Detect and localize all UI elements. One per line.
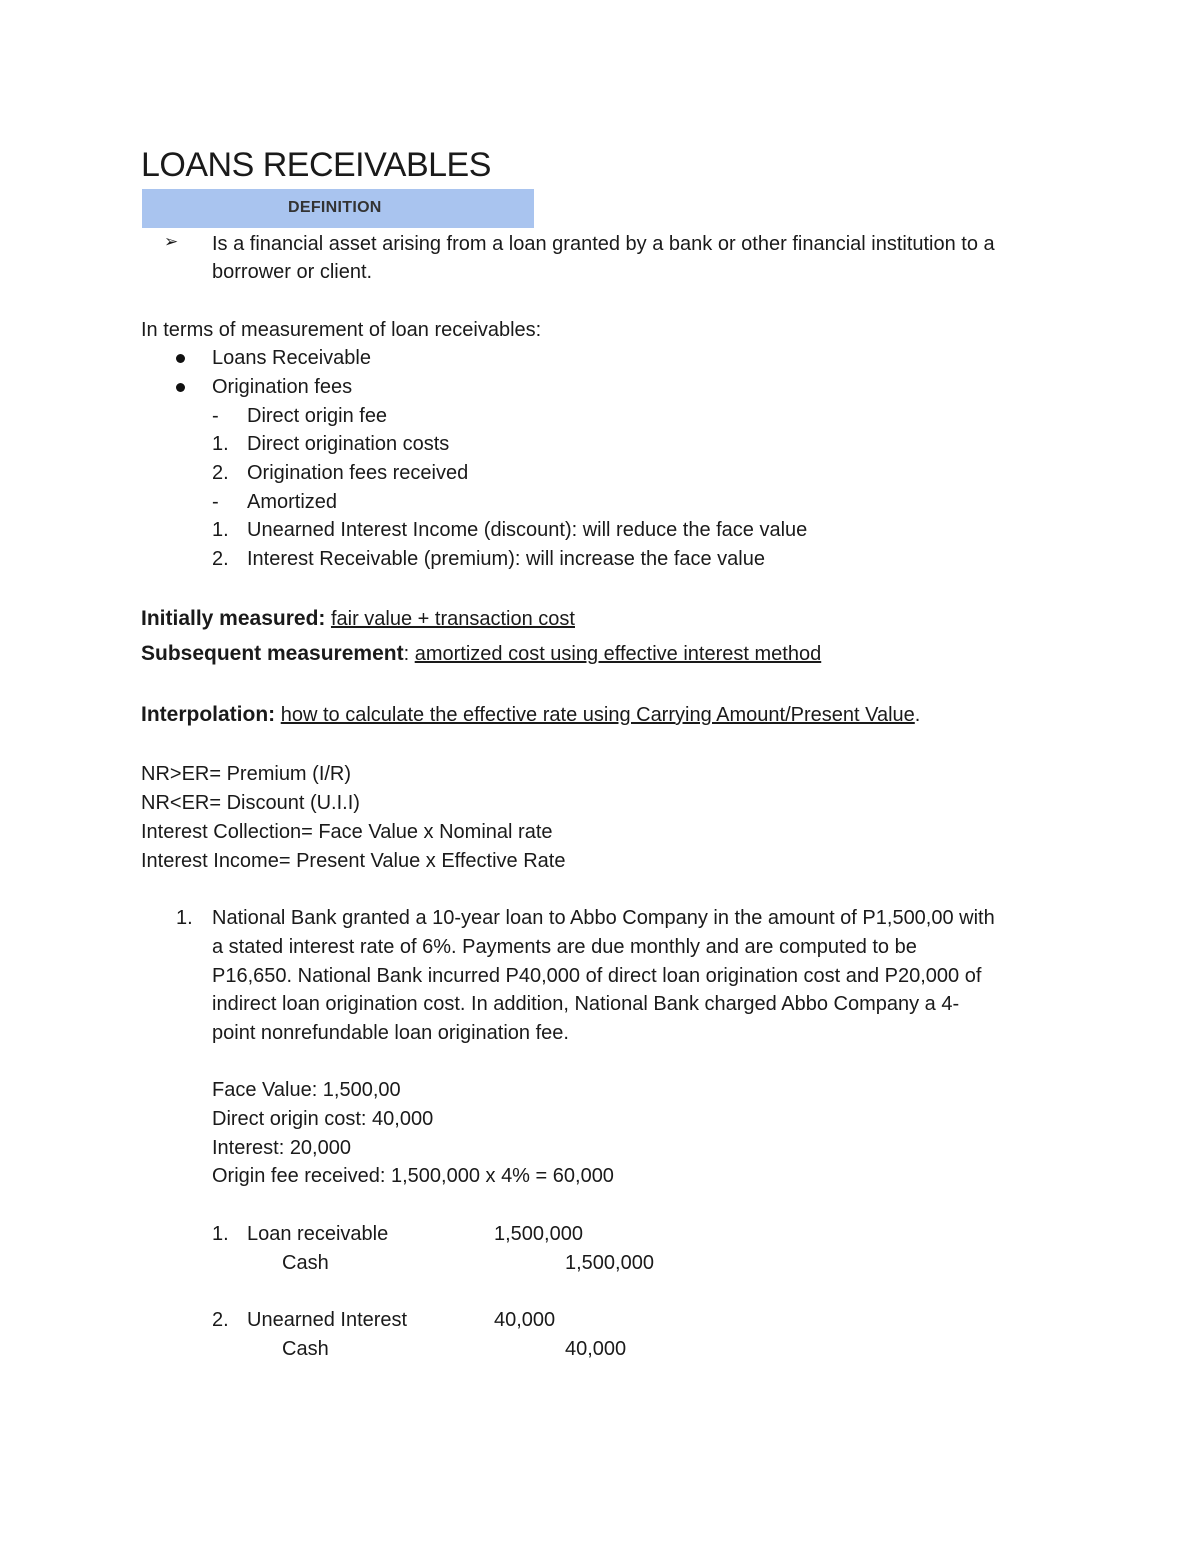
formula-line: NR>ER= Premium (I/R)	[141, 763, 352, 785]
subsequent-measurement-label: Subsequent measurement	[141, 642, 404, 665]
subsequent-measurement-line	[141, 640, 821, 668]
problem-text-line: indirect loan origination cost. In addition, National Bank charged Abbo Company a 4-	[212, 993, 960, 1015]
sub-item-text: Interest Receivable (premium): will increase the face value	[247, 548, 765, 570]
problem-text-line: National Bank granted a 10-year loan to Abbo Company in the amount of P1,500,00 with	[212, 907, 995, 929]
initially-measured-line	[141, 605, 575, 633]
entry-credit-amount: 40,000	[565, 1338, 627, 1360]
sub-item-marker: 2.	[212, 462, 229, 484]
bullet-item: Origination fees	[212, 376, 353, 398]
sub-item-marker: -	[212, 405, 219, 427]
entry-debit-account: Unearned Interest	[247, 1309, 408, 1331]
given-line: Direct origin cost: 40,000	[212, 1108, 434, 1130]
problem-text-line: P16,650. National Bank incurred P40,000 of direct loan origination cost and P20,000 of	[212, 965, 982, 987]
given-line: Interest: 20,000	[212, 1137, 351, 1159]
definition-label: DEFINITION	[288, 199, 382, 216]
arrow-bullet-icon: ➢	[164, 232, 179, 251]
sub-item-marker: 1.	[212, 519, 229, 541]
problem-text-line: point nonrefundable loan origination fee.	[212, 1022, 569, 1044]
entry-credit-account: Cash	[282, 1252, 329, 1274]
entry-credit-account: Cash	[282, 1338, 329, 1360]
bullet-dot-icon	[176, 354, 185, 363]
interpolation-line	[141, 701, 920, 729]
given-line: Face Value: 1,500,00	[212, 1079, 401, 1101]
sub-item-text: Origination fees received	[247, 462, 469, 484]
initially-measured-label: Initially measured:	[141, 607, 326, 630]
formula-line: Interest Collection= Face Value x Nominal rate	[141, 821, 553, 843]
sub-item-marker: -	[212, 491, 219, 513]
entry-debit-amount: 40,000	[494, 1309, 556, 1331]
definition-text-line1: Is a financial asset arising from a loan granted by a bank or other financial institution to a	[212, 233, 995, 255]
entry-debit-account: Loan receivable	[247, 1223, 389, 1245]
definition-header	[142, 189, 534, 228]
entry-number: 1.	[212, 1223, 229, 1245]
entry-debit-amount: 1,500,000	[494, 1223, 583, 1245]
entry-credit-amount: 1,500,000	[565, 1252, 654, 1274]
problem-number: 1.	[176, 907, 193, 929]
bullet-item: Loans Receivable	[212, 347, 371, 369]
sub-item-text: Direct origination costs	[247, 433, 450, 455]
formula-line: NR<ER= Discount (U.I.I)	[141, 792, 360, 814]
measurement-intro: In terms of measurement of loan receivables:	[141, 319, 542, 341]
subsequent-colon: :	[403, 643, 410, 665]
problem-text-line: a stated interest rate of 6%. Payments are due monthly and are computed to be	[212, 936, 917, 958]
interpolation-value: how to calculate the effective rate using Carrying Amount/Present Value	[280, 704, 915, 726]
interpolation-label: Interpolation:	[141, 703, 276, 726]
given-line: Origin fee received: 1,500,000 x 4% = 60,000	[212, 1165, 614, 1187]
initially-measured-value: fair value + transaction cost	[330, 608, 575, 630]
subsequent-measurement-value: amortized cost using effective interest method	[414, 643, 822, 665]
sub-item-text: Unearned Interest Income (discount): will reduce the face value	[247, 519, 808, 541]
page-title: LOANS RECEIVABLES	[141, 146, 491, 184]
entry-number: 2.	[212, 1309, 229, 1331]
sub-item-text: Amortized	[247, 491, 338, 513]
formula-line: Interest Income= Present Value x Effective Rate	[141, 850, 566, 872]
sub-item-marker: 2.	[212, 548, 229, 570]
sub-item-marker: 1.	[212, 433, 229, 455]
sub-item-text: Direct origin fee	[247, 405, 388, 427]
definition-text-line2: borrower or client.	[212, 261, 373, 283]
interpolation-period: .	[914, 704, 921, 726]
bullet-dot-icon	[176, 383, 185, 392]
